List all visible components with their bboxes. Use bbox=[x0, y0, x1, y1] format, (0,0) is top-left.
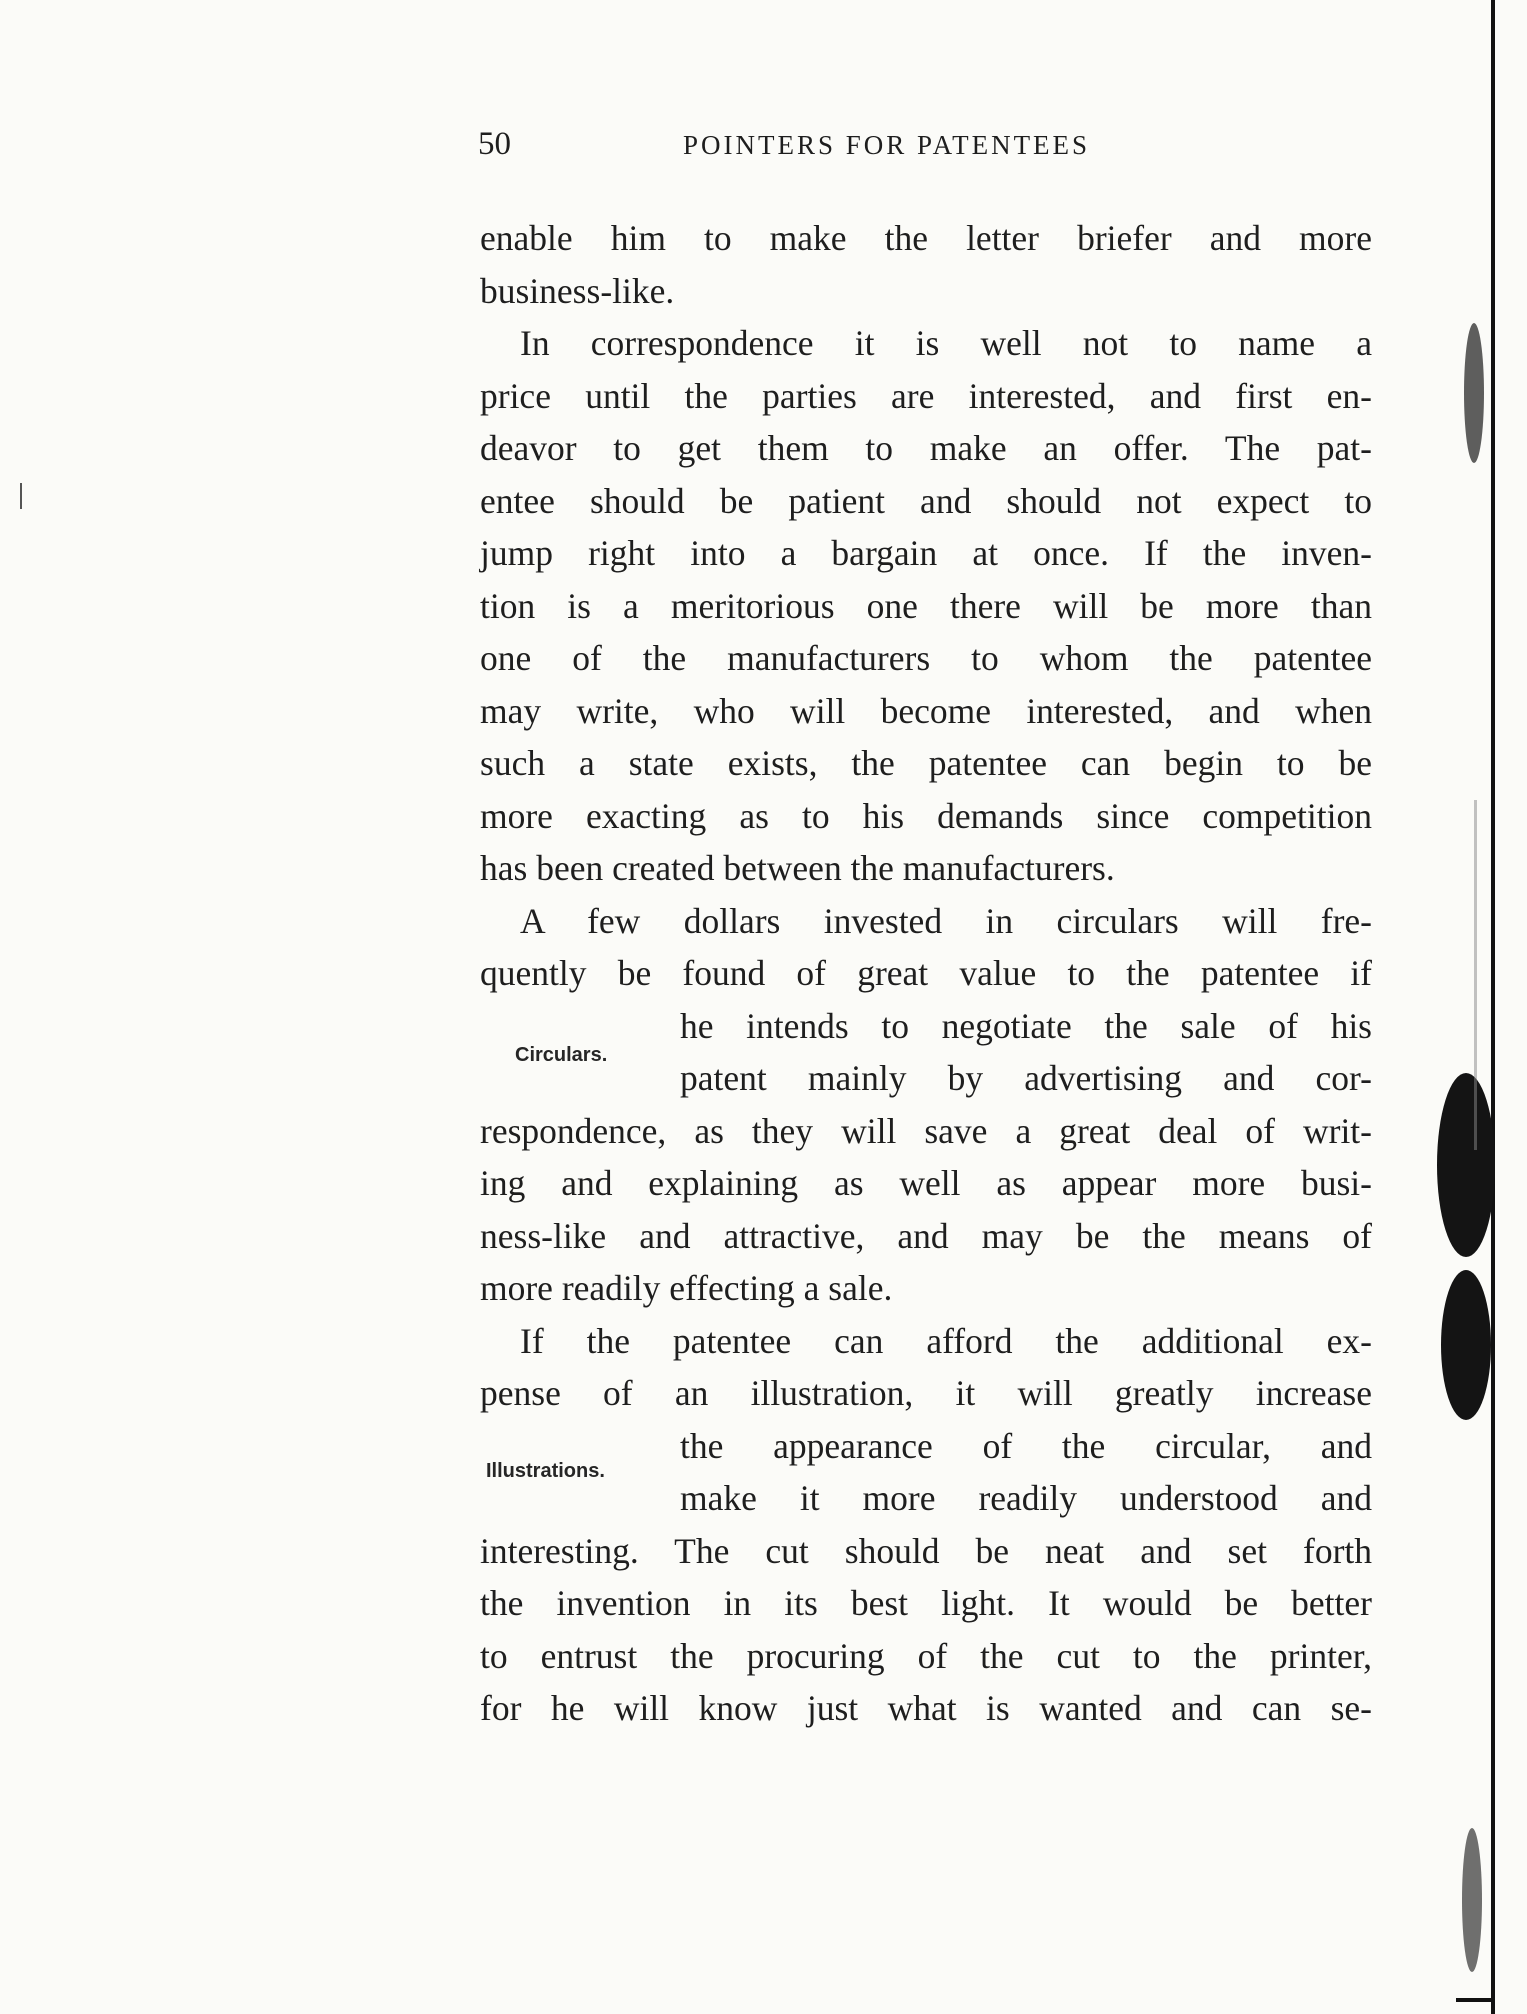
text-line: pense of an illustration, it will greatly increase bbox=[480, 1373, 1372, 1413]
text-line: the appearance of the circular, and bbox=[680, 1425, 1372, 1466]
ink-smudge bbox=[1441, 1270, 1491, 1420]
stray-mark bbox=[20, 483, 22, 509]
text-line: price until the parties are interested, and first en- bbox=[480, 375, 1372, 416]
text-line: jump right into a bargain at once. If the inven- bbox=[480, 533, 1372, 573]
margin-note-illustrations: Illustrations. bbox=[486, 1460, 605, 1482]
text-line: such a state exists, the patentee can begin to be bbox=[480, 743, 1372, 783]
text-line: A few dollars invested in circulars will fre- bbox=[520, 900, 1372, 941]
text-line: more readily effecting a sale. bbox=[480, 1268, 893, 1308]
text-line: for he will know just what is wanted and can se- bbox=[480, 1688, 1372, 1728]
text-line: patent mainly by advertising and cor- bbox=[680, 1058, 1372, 1098]
text-line: the invention in its best light. It would be better bbox=[480, 1583, 1372, 1623]
margin-note-circulars: Circulars. bbox=[515, 1044, 608, 1066]
text-line: interesting. The cut should be neat and set forth bbox=[480, 1530, 1372, 1571]
text-line: enable him to make the letter briefer and more bbox=[480, 218, 1372, 258]
text-line: has been created between the manufacturers. bbox=[480, 848, 1115, 888]
body-text bbox=[480, 212, 1372, 1735]
text-line: entee should be patient and should not expect to bbox=[480, 480, 1372, 521]
ink-smudge bbox=[1474, 800, 1477, 1150]
text-line: ness-like and attractive, and may be the means of bbox=[480, 1215, 1372, 1256]
text-line: may write, who will become interested, and when bbox=[480, 690, 1372, 731]
text-line: deavor to get them to make an offer. The pat- bbox=[480, 428, 1372, 468]
text-line: make it more readily understood and bbox=[680, 1478, 1372, 1518]
ink-smudge bbox=[1462, 1828, 1482, 1972]
text-line: quently be found of great value to the patentee if bbox=[480, 953, 1372, 993]
text-line: business-like. bbox=[480, 270, 675, 311]
running-title: POINTERS FOR PATENTEES bbox=[683, 130, 1091, 160]
text-line: ing and explaining as well as appear more busi- bbox=[480, 1163, 1372, 1203]
text-line: tion is a meritorious one there will be more than bbox=[480, 585, 1372, 626]
page-edge-line bbox=[1491, 0, 1495, 2014]
text-line: to entrust the procuring of the cut to the printer, bbox=[480, 1635, 1372, 1676]
ink-smudge bbox=[1464, 323, 1484, 463]
page-number: 50 bbox=[478, 126, 511, 162]
text-line: more exacting as to his demands since competition bbox=[480, 795, 1372, 836]
text-line: In correspondence it is well not to name a bbox=[520, 323, 1372, 363]
ink-smudge bbox=[1437, 1073, 1495, 1257]
page-header bbox=[478, 126, 1378, 176]
text-line: one of the manufacturers to whom the patentee bbox=[480, 638, 1372, 678]
text-line: If the patentee can afford the additional ex- bbox=[520, 1320, 1372, 1361]
text-line: respondence, as they will save a great deal of writ- bbox=[480, 1110, 1372, 1151]
text-line: he intends to negotiate the sale of his bbox=[680, 1005, 1372, 1046]
